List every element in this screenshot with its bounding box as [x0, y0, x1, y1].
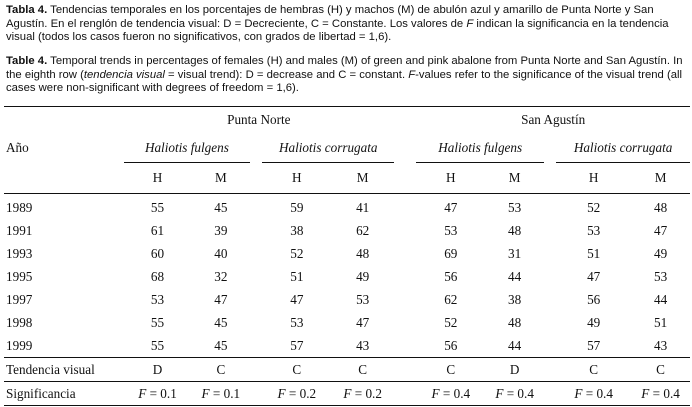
value-cell: 48 [356, 245, 370, 261]
f-symbol: F [277, 385, 286, 401]
trend-cell: C [416, 358, 485, 382]
trend-cell: D [124, 358, 192, 382]
year-cell: 1998 [6, 314, 33, 330]
sex-label: H [556, 163, 631, 194]
value-cell: 47 [653, 222, 668, 238]
value-cell: 61 [150, 222, 165, 238]
table-row [4, 311, 690, 334]
value-cell: 44 [508, 337, 522, 353]
table-row [4, 242, 690, 265]
significance-label: Significancia [4, 382, 124, 406]
value-cell: 51 [653, 314, 668, 330]
species-header-row [4, 133, 690, 163]
trend-cell: C [631, 358, 690, 382]
year-cell: 1995 [6, 268, 33, 284]
significance-cell [556, 382, 631, 406]
site-san-agustin: San Agustín [416, 107, 690, 134]
value-cell: 44 [508, 268, 522, 284]
f-symbol: F [138, 385, 147, 401]
site-header-row [4, 107, 690, 134]
species-sa-corrugata: Haliotis corrugata [556, 133, 690, 163]
value-cell: 47 [356, 314, 370, 330]
trend-cell: C [262, 358, 331, 382]
value-cell: 41 [356, 199, 370, 215]
table-row [4, 288, 690, 311]
value-cell: 53 [508, 199, 522, 215]
value-cell: 45 [214, 199, 228, 215]
f-value: = 0.2 [285, 385, 317, 401]
caption-spanish-text: Tendencias temporales en los porcentajes de hembras (H) y machos (M) de abulón azul y amarillo de Punta Norte y San Agustín. En el renglón de tendencia visual: D = Decreciente, C = Constante. Los valores de [6, 4, 654, 30]
table-row [4, 219, 690, 242]
year-cell: 1991 [6, 222, 33, 238]
value-cell: 45 [214, 337, 228, 353]
value-cell: 55 [150, 199, 165, 215]
caption-spanish-label: Tabla 4. [6, 4, 48, 16]
significance-cell [124, 382, 192, 406]
caption-spanish-f: F [466, 17, 474, 30]
row-header-year: Año [6, 139, 29, 155]
value-cell: 55 [150, 337, 165, 353]
value-cell: 47 [587, 268, 601, 284]
caption-english-text3: -values refer to the significance of the visual trend (all cases were non-significant with degrees of freedom = 1,6). [6, 68, 683, 95]
value-cell: 57 [587, 337, 601, 353]
caption-spanish-text2: indican la significancia en la tendencia visual (todos los casos fueron no significativos, con grados de libertad = 1,6). [6, 17, 669, 44]
species-pn-fulgens: Haliotis fulgens [124, 133, 251, 163]
value-cell: 62 [356, 222, 370, 238]
value-cell: 31 [508, 245, 522, 261]
significance-cell [485, 382, 544, 406]
caption-english [6, 55, 686, 96]
significance-cell [416, 382, 485, 406]
value-cell: 47 [214, 291, 228, 307]
sex-header-row [4, 163, 690, 194]
value-cell: 57 [290, 337, 304, 353]
significance-cell [631, 382, 690, 406]
value-cell: 49 [587, 314, 601, 330]
trend-cell: D [485, 358, 544, 382]
value-cell: 39 [214, 222, 228, 238]
value-cell: 48 [508, 314, 522, 330]
trend-cell: C [331, 358, 394, 382]
year-cell: 1999 [6, 337, 33, 353]
sex-label: M [631, 163, 690, 194]
f-symbol: F [495, 385, 504, 401]
value-cell: 32 [214, 268, 228, 284]
value-cell: 52 [444, 314, 458, 330]
significance-cell [331, 382, 394, 406]
value-cell: 53 [444, 222, 458, 238]
site-punta-norte: Punta Norte [124, 107, 395, 134]
year-cell: 1993 [6, 245, 33, 261]
f-value: = 0.1 [146, 385, 177, 401]
sex-label: H [124, 163, 192, 194]
f-symbol: F [431, 385, 440, 401]
value-cell: 62 [444, 291, 458, 307]
table-row [4, 334, 690, 358]
caption-spanish [6, 4, 686, 45]
value-cell: 40 [214, 245, 228, 261]
f-symbol: F [343, 385, 352, 401]
value-cell: 45 [214, 314, 228, 330]
year-cell: 1989 [6, 199, 33, 215]
value-cell: 56 [444, 337, 458, 353]
value-cell: 48 [508, 222, 522, 238]
value-cell: 53 [150, 291, 165, 307]
sex-label: M [485, 163, 544, 194]
table-row [4, 194, 690, 220]
significance-cell [262, 382, 331, 406]
value-cell: 44 [653, 291, 668, 307]
f-value: = 0.4 [649, 385, 680, 401]
caption-english-text2: = visual trend): D = decrease and C = constant. [164, 68, 409, 81]
value-cell: 52 [290, 245, 304, 261]
f-value: = 0.2 [351, 385, 382, 401]
species-pn-corrugata: Haliotis corrugata [262, 133, 394, 163]
value-cell: 51 [290, 268, 304, 284]
value-cell: 49 [653, 245, 668, 261]
value-cell: 56 [587, 291, 601, 307]
significance-row [4, 382, 690, 406]
value-cell: 52 [587, 199, 601, 215]
f-value: = 0.4 [503, 385, 534, 401]
value-cell: 69 [444, 245, 458, 261]
value-cell: 47 [444, 199, 458, 215]
trend-cell: C [556, 358, 631, 382]
trend-label: Tendencia visual [4, 358, 124, 382]
trend-row [4, 358, 690, 382]
value-cell: 53 [653, 268, 668, 284]
year-cell: 1997 [6, 291, 33, 307]
value-cell: 59 [290, 199, 304, 215]
f-symbol: F [201, 385, 210, 401]
sex-label: H [262, 163, 331, 194]
value-cell: 49 [356, 268, 370, 284]
value-cell: 53 [356, 291, 370, 307]
value-cell: 53 [290, 314, 304, 330]
value-cell: 43 [653, 337, 668, 353]
value-cell: 43 [356, 337, 370, 353]
f-symbol: F [641, 385, 650, 401]
trend-cell: C [191, 358, 250, 382]
caption-english-f: F [408, 68, 416, 81]
f-value: = 0.4 [439, 385, 471, 401]
species-sa-fulgens: Haliotis fulgens [416, 133, 544, 163]
sex-label: M [331, 163, 394, 194]
value-cell: 53 [587, 222, 601, 238]
f-value: = 0.4 [582, 385, 613, 401]
value-cell: 48 [653, 199, 668, 215]
value-cell: 51 [587, 245, 601, 261]
table-row [4, 265, 690, 288]
value-cell: 38 [290, 222, 304, 238]
abalone-sex-ratio-table [4, 106, 690, 406]
sex-label: M [191, 163, 250, 194]
value-cell: 68 [150, 268, 165, 284]
significance-cell [191, 382, 250, 406]
caption-english-italic-term: tendencia visual [83, 68, 165, 81]
caption-english-text: Temporal trends in percentages of females (H) and males (M) of green and pink abalone from Punta Norte and San Agustín. In the eighth row ( [6, 55, 683, 81]
caption-english-label: Table 4. [6, 55, 48, 67]
f-symbol: F [574, 385, 583, 401]
value-cell: 47 [290, 291, 304, 307]
value-cell: 38 [508, 291, 522, 307]
value-cell: 60 [150, 245, 165, 261]
value-cell: 55 [150, 314, 165, 330]
value-cell: 56 [444, 268, 458, 284]
f-value: = 0.1 [209, 385, 241, 401]
sex-label: H [416, 163, 485, 194]
